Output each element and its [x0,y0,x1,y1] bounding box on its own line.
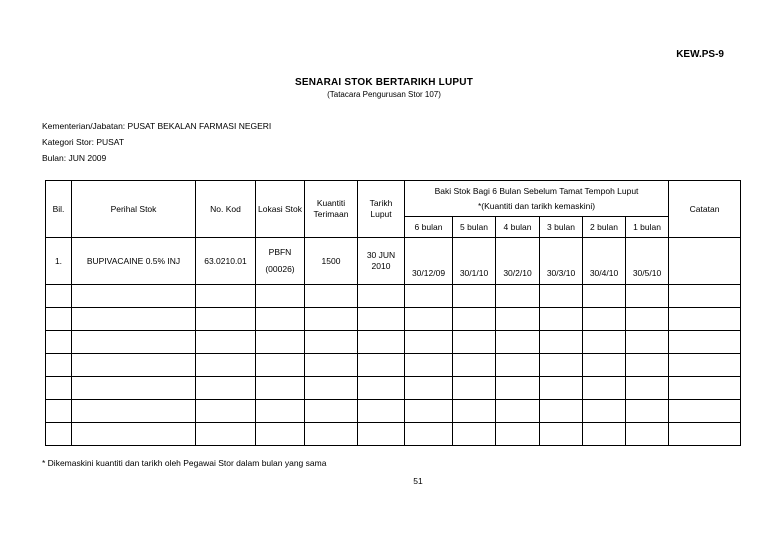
cell-lokasi [256,238,305,285]
header-month: 5 bulan [453,217,496,238]
cell-tarikh-line2: 2010 [371,261,391,271]
cell-baki: 30/4/10 [583,238,626,285]
table-row [46,285,741,308]
stock-table [45,180,741,446]
header-month: 2 bulan [583,217,626,238]
header-perihal: Perihal Stok [72,181,196,238]
month-line: Bulan: JUN 2009 [42,153,107,163]
header-month: 1 bulan [626,217,669,238]
form-code: KEW.PS-9 [676,49,724,60]
table-row [46,238,741,285]
cell-baki: 30/5/10 [626,238,669,285]
table-row [46,400,741,423]
footnote: * Dikemaskini kuantiti dan tarikh oleh Pegawai Stor dalam bulan yang sama [42,458,327,468]
header-lokasi: Lokasi Stok [256,181,305,238]
ministry-line: Kementerian/Jabatan: PUSAT BEKALAN FARMASI NEGERI [42,121,272,131]
page-number: 51 [413,476,423,486]
header-kod: No. Kod [196,181,256,238]
cell-tarikh [358,238,405,285]
document-subtitle: (Tatacara Pengurusan Stor 107) [327,90,441,99]
cell-baki: 30/1/10 [453,238,496,285]
header-month: 3 bulan [540,217,583,238]
cell-lokasi-line1: PBFN [268,247,292,257]
cell-kod: 63.0210.01 [196,238,256,285]
table-header-row [46,181,741,217]
header-baki-line2: *(Kuantiti dan tarikh kemaskini) [477,200,596,211]
category-line: Kategori Stor: PUSAT [42,137,125,147]
header-month: 4 bulan [496,217,540,238]
table-row [46,423,741,446]
table-row [46,308,741,331]
cell-kuantiti: 1500 [305,238,358,285]
cell-tarikh-line1: 30 JUN [366,250,396,260]
header-kuantiti: Kuantiti Terimaan [305,181,358,238]
header-catatan: Catatan [669,181,741,238]
cell-lokasi-line2: (00026) [265,264,295,274]
header-bil: Bil. [46,181,72,238]
header-month: 6 bulan [405,217,453,238]
cell-baki: 30/2/10 [496,238,540,285]
table-row [46,354,741,377]
cell-bil: 1. [46,238,72,285]
table-row [46,377,741,400]
header-baki-line1: Baki Stok Bagi 6 Bulan Sebelum Tamat Tempoh Luput [434,185,639,196]
cell-baki: 30/12/09 [405,238,453,285]
header-tarikh: Tarikh Luput [358,181,405,238]
cell-catatan [669,238,741,285]
cell-perihal: BUPIVACAINE 0.5% INJ [72,238,196,285]
cell-baki: 30/3/10 [540,238,583,285]
header-baki [405,181,669,217]
table-row [46,331,741,354]
document-title: SENARAI STOK BERTARIKH LUPUT [294,77,473,88]
